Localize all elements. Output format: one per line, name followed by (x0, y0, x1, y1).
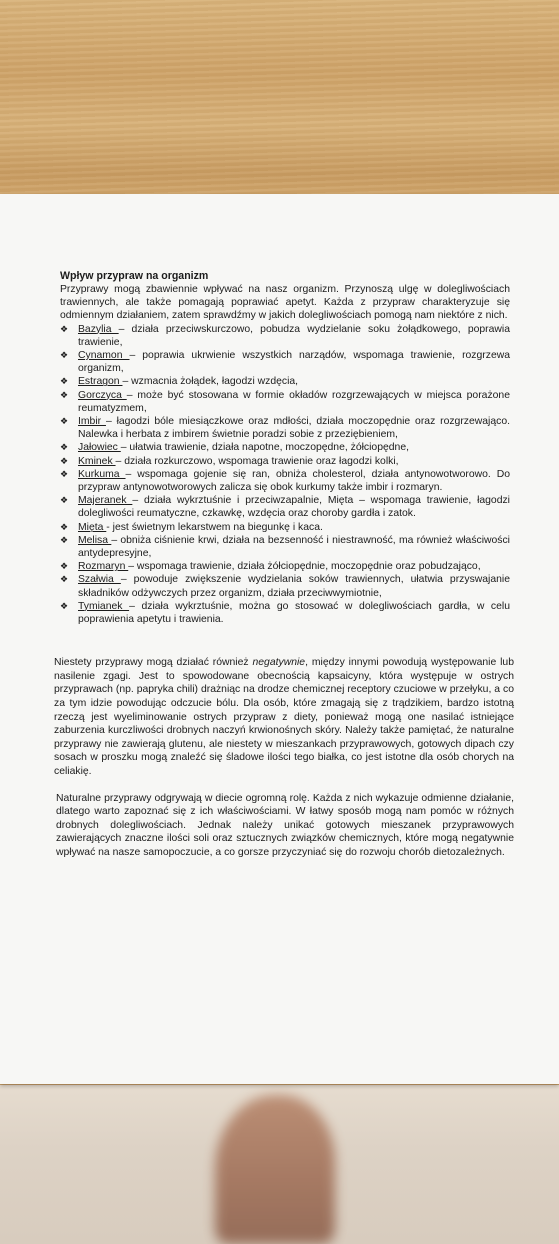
spice-description: – ułatwia trawienie, działa napotne, moczopędne, żółciopędne, (120, 442, 409, 454)
spice-name: Cynamon (78, 350, 130, 362)
intro-paragraph: Przyprawy mogą zbawiennie wpływać na nasz organizm. Przynoszą ulgę w dolegliwościach trawiennych, ale także pomagają poprawiać apetyt. Każda z przypraw charakteryzuje się odmiennym działaniem, zatem sprawdźmy w jakich dolegliwościach pomogą nam niektóre z nich. (60, 284, 510, 322)
spice-name: Melisa (78, 534, 112, 546)
spice-description: – obniża ciśnienie krwi, działa na bezsenność i niestrawność, ma również właściwości antydepresyjne, (78, 534, 510, 560)
document-body (54, 270, 514, 860)
paper-sheet (0, 194, 559, 1084)
paragraph-negative-effects (54, 656, 514, 778)
spice-list-item (78, 389, 510, 415)
paragraph-text-end: , między innymi powodują występowanie lub nasilenie zgagi. Jest to spowodowane obecnością kapsaicyny, która występuje w ostrych przyprawach (np. papryka chili) drażniąc na drodze chemicznej receptory czuciowe w przełyku, a co za tym idzie powodując odczucie bólu. Dla osób, które zmagają się z trądzikiem, bardzo istotną rzeczą jest wyeliminowanie ostrych przypraw z diety, ponieważ mogą one nasilać istniejące zaburzenia kurczliwości drobnych naczyń krwionośnych skóry. Należy także pamiętać, że naturalne przyprawy nie zawierają glutenu, ale niestety w mieszankach przyprawowych, gotowych dipach czy sosach w proszku mogą znaleźć się śladowe ilości tego białka, co jest istotne dla osób chorych na celiakię. (54, 657, 514, 778)
spice-name: Estragon (78, 376, 123, 388)
spice-name: Kminek (78, 455, 116, 467)
hand-shadow (215, 1095, 335, 1244)
spice-name: Kurkuma (78, 468, 126, 480)
spice-list-item (78, 600, 510, 626)
spice-description: – poprawia ukrwienie wszystkich narządów, wspomaga trawienie, rozgrzewa organizm, (78, 350, 510, 375)
spice-description: – wzmacnia żołądek, łagodzi wzdęcia, (122, 376, 299, 388)
spice-list-item (78, 494, 510, 520)
spice-name: Szałwia (78, 574, 121, 586)
wooden-table-background (0, 0, 559, 200)
spice-list-item (78, 375, 510, 388)
spice-list-item (78, 560, 510, 573)
spice-name: Rozmaryn (78, 561, 129, 573)
spice-list-item (78, 323, 510, 349)
spice-description: – może być stosowana w formie okładów rozgrzewających w miejsca porażone reumatyzmem, (78, 389, 510, 414)
spice-description: – działa wykrztuśnie i przeciwzapalnie, Mięta – wspomaga trawienie, łagodzi dolegliwości reumatyczne, czkawkę, wzdęcia oraz choroby gardła i zatok. (78, 495, 510, 520)
spice-description: – działa rozkurczowo, wspomaga trawienie oraz łagodzi kolki, (115, 455, 399, 467)
spice-list-item (78, 415, 510, 441)
document-title: Wpływ przypraw na organizm (60, 270, 209, 282)
spice-description: – działa przeciwskurczowo, pobudza wydzielanie soku żołądkowego, poprawia trawienie, (78, 323, 510, 348)
spice-description: – działa wykrztuśnie, można go stosować w dolegliwościach gardła, w celu poprawienia apetytu i trawienia. (78, 600, 510, 626)
paragraph-text-start: Niestety przyprawy mogą działać również (54, 657, 253, 669)
spice-name: Imbir (78, 416, 106, 428)
spice-description: – łagodzi bóle miesiączkowe oraz mdłości, działa moczopędnie oraz rozgrzewająco. Nalewka i herbata z imbirem świetnie poradzi sobie z przeziębieniem, (78, 416, 511, 441)
spice-description: – wspomaga trawienie, działa żółciopędnie, moczopędnie oraz pobudzająco, (128, 561, 481, 573)
spice-description: – wspomaga gojenie się ran, obniża cholesterol, działa antynowotworowo. Do przypraw antynowotworowych zalicza się obok kurkumy także imbir i rozmaryn. (78, 468, 511, 494)
spice-name: Mięta (78, 521, 107, 533)
spice-name: Tymianek (78, 600, 130, 612)
spice-name: Bazylia (78, 323, 119, 335)
italic-word: negatywnie (252, 657, 306, 669)
spice-description: – powoduje zwiększenie wydzielania soków trawiennych, ułatwia przyswajanie składników odżywczych przez organizm, działa przeciwwymiotnie, (78, 574, 510, 599)
spice-list-item (78, 468, 510, 494)
spice-list-item (78, 349, 510, 375)
spice-list (60, 323, 510, 627)
spice-list-item (78, 573, 510, 599)
spice-list-item (78, 441, 510, 454)
spice-list-item (78, 455, 510, 468)
spice-name: Jałowiec (78, 442, 121, 454)
spice-name: Majeranek (78, 495, 133, 507)
spice-description: - jest świetnym lekarstwem na biegunkę i kaca. (106, 521, 323, 533)
spice-name: Gorczyca (78, 389, 127, 401)
spice-list-item (78, 521, 510, 534)
spice-list-item (78, 534, 510, 560)
paragraph-conclusion: Naturalne przyprawy odgrywają w diecie ogromną rolę. Każda z nich wykazuje odmienne działanie, dlatego warto zapoznać się z ich właściwościami. W łatwy sposób mogą nam pomóc w różnych drobnych dolegliwościach. Jednak należy unikać gotowych mieszanek przyprawowych zawierających znaczne ilości soli oraz sztucznych związków chemicznych, które mogą negatywnie wpływać na nasze samopoczucie, a co gorsze przyczyniać się do rozwoju chorób dietozależnych. (56, 792, 514, 858)
